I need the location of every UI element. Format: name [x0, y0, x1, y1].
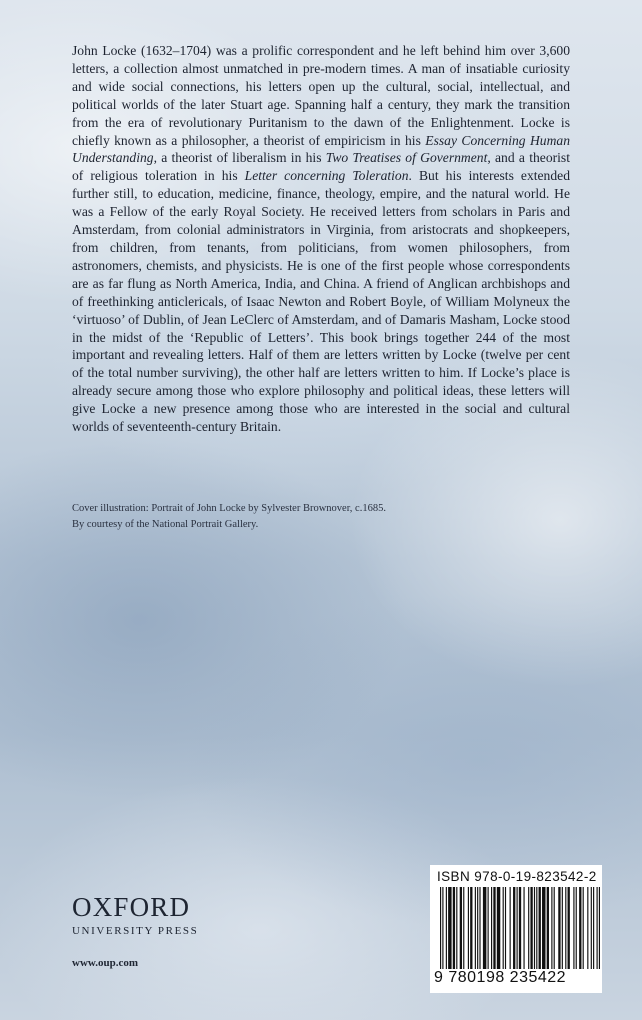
publisher-url[interactable]: www.oup.com — [72, 957, 139, 969]
book-title-treatises: Two Treatises of Government — [325, 150, 488, 166]
publisher-name: OXFORD — [72, 892, 191, 922]
barcode-bar — [599, 887, 600, 969]
barcode-bar — [558, 887, 560, 969]
barcode-bar — [491, 887, 492, 969]
barcode-bar — [477, 887, 478, 969]
barcode-bar — [542, 887, 545, 969]
barcode-bar — [593, 887, 594, 969]
cover-illustration-credit — [72, 501, 552, 533]
publisher-subtitle: UNIVERSITY PRESS — [72, 925, 199, 937]
barcode-bar — [456, 887, 457, 969]
barcode-bar — [554, 887, 555, 969]
barcode-bar — [503, 887, 504, 969]
barcode-bar — [493, 887, 495, 969]
barcode-bar — [505, 887, 506, 969]
book-title-toleration: Letter concerning Toleration — [244, 168, 409, 184]
barcode-bar — [488, 887, 489, 969]
barcode-bar — [528, 887, 529, 969]
isbn-barcode-block — [430, 865, 602, 993]
barcode-icon — [440, 887, 600, 969]
barcode-digits: 9 780198 235422 — [434, 969, 567, 986]
barcode-bar — [519, 887, 521, 969]
barcode-bar — [448, 887, 451, 969]
barcode-bar — [453, 887, 455, 969]
barcode-bar — [547, 887, 549, 969]
credit-line-1: Cover illustration: Portrait of John Locke by Sylvester Brownover, c.1685. — [72, 503, 386, 514]
barcode-bar — [523, 887, 524, 969]
credit-line-2: By courtesy of the National Portrait Gallery. — [72, 519, 259, 530]
barcode-bar — [568, 887, 570, 969]
book-title-essay: Essay Concerning Human Understanding — [72, 132, 570, 166]
barcode-bar — [583, 887, 584, 969]
barcode-bar — [565, 887, 566, 969]
barcode-bar — [463, 887, 464, 969]
barcode-bar — [517, 887, 518, 969]
barcode-bar — [576, 887, 577, 969]
barcode-bar — [539, 887, 541, 969]
blurb-text-3: , and a theorist of religious toleration in his — [72, 150, 570, 184]
barcode-bar — [573, 887, 574, 969]
barcode-bar — [510, 887, 511, 969]
barcode-bar — [475, 887, 476, 969]
barcode-bar — [440, 887, 441, 969]
barcode-bar — [591, 887, 592, 969]
barcode-bar — [468, 887, 469, 969]
barcode-bar — [530, 887, 532, 969]
barcode-bar — [562, 887, 563, 969]
publisher-logo — [72, 893, 232, 937]
blurb-text-2: , a theorist of liberalism in his — [153, 150, 326, 166]
barcode-bar — [483, 887, 486, 969]
isbn-label: ISBN 978-0-19-823542-2 — [437, 869, 597, 884]
barcode-bar — [587, 887, 588, 969]
barcode-bar — [479, 887, 480, 969]
barcode-bar — [460, 887, 462, 969]
back-cover-blurb — [72, 42, 570, 436]
blurb-text-1: John Locke (1632–1704) was a prolific correspondent and he left behind him over 3,600 letters, a collection almost unmatched in pre-modern times. A man of insatiable curiosity and wide social connections, his letters open up the cultural, social, intellectual, and political worlds of the later Stuart age. Spanning half a century, they mark the transition from the era of revolutionary Puritanism to the dawn of the Enlightenment. Locke is chiefly known as a philosopher, a theorist of empiricism in his — [72, 43, 570, 148]
barcode-bar — [536, 887, 537, 969]
barcode-bar — [597, 887, 598, 969]
barcode-bar — [551, 887, 552, 969]
barcode-bar — [513, 887, 515, 969]
barcode-bar — [442, 887, 443, 969]
barcode-bar — [534, 887, 535, 969]
barcode-bar — [579, 887, 581, 969]
barcode-bar — [446, 887, 447, 969]
blurb-text-4: . But his interests extended further still, to education, medicine, finance, theology, empire, and the natural world. He was a Fellow of the early Royal Society. He received letters from scholars in Paris and Amsterdam, from colonial administrators in Virginia, from aristocrats and shopkeepers, from children, from tenants, from politicians, from women philosophers, from astronomers, chemists, and physicists. He is one of the first people whose correspondents are as far flung as North America, India, and China. A friend of Anglican archbishops and of freethinking anticlericals, of Isaac Newton and Robert Boyle, of William Molyneux the ‘virtuoso’ of Dublin, of Jean LeClerc of Amsterdam, and of Damaris Masham, Locke stood in the midst of the ‘Republic of Letters’. This book brings together 244 of the most important and revealing letters. Half of them are letters written by Locke (twelve per cent of the total number surviving), the other half are letters written to him. If Locke’s place is already secure among those who explore philosophy and political ideas, these letters will give Locke a new presence among those who are interested in the social and cultural worlds of seventeenth-century Britain. — [72, 168, 570, 435]
barcode-bar — [497, 887, 500, 969]
barcode-bar — [470, 887, 472, 969]
